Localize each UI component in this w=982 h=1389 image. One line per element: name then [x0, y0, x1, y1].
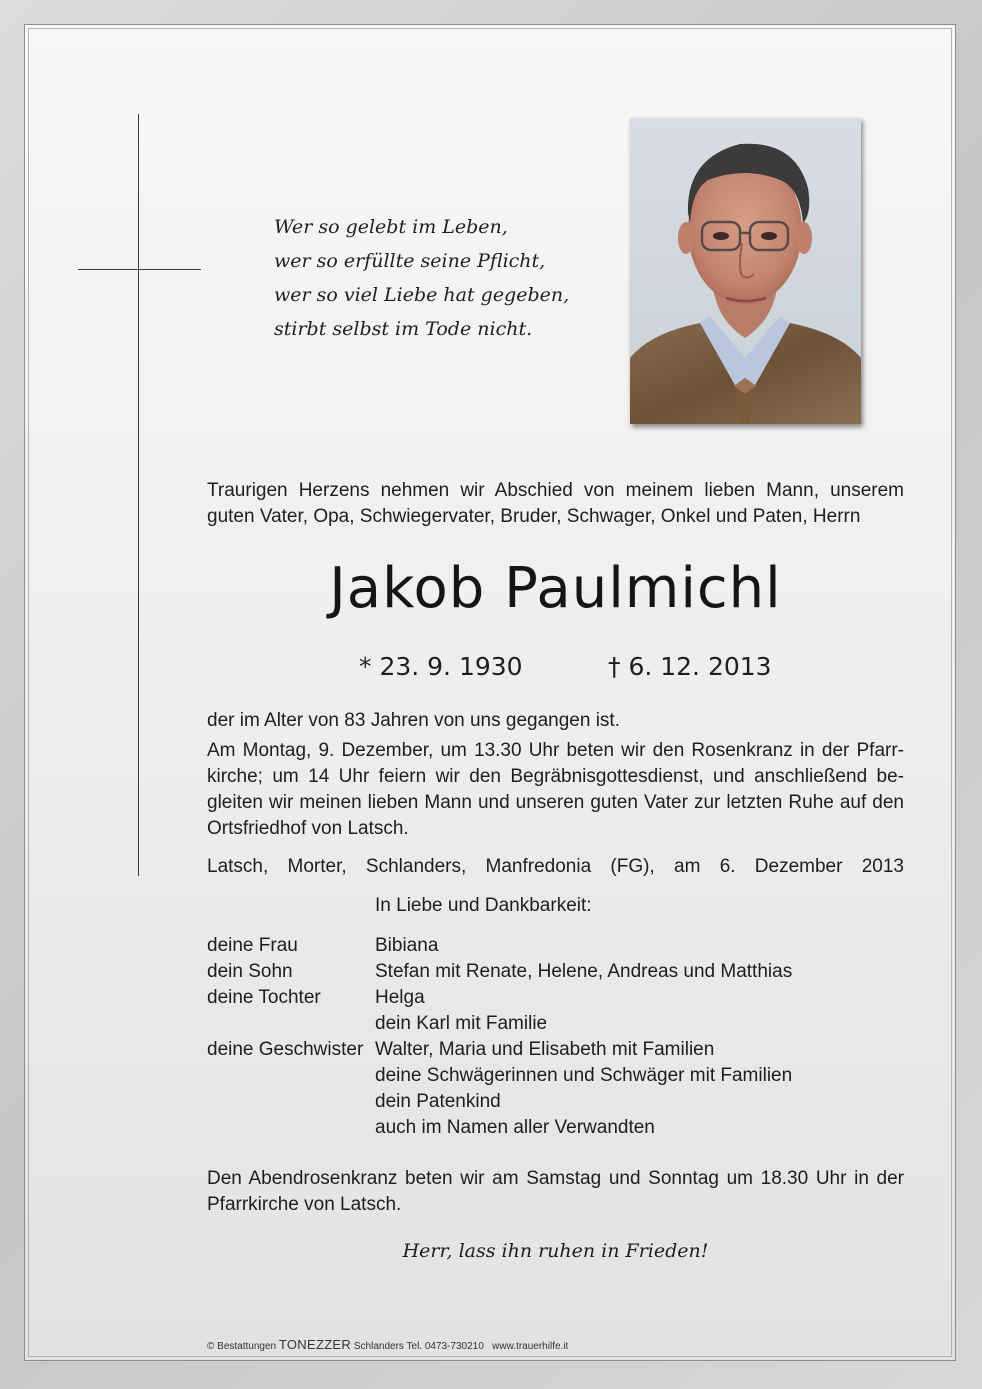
family-role: [207, 1089, 375, 1115]
family-row: [207, 1115, 904, 1141]
poem-line: wer so erfüllte seine Pflicht,: [274, 250, 546, 272]
family-role: [207, 1115, 375, 1141]
family-names: Bibiana: [375, 935, 439, 956]
footer-brand: TONEZZER: [278, 1337, 352, 1352]
family-row: [207, 1011, 904, 1037]
place-date-line: Latsch, Morter, Schlanders, Manfredonia (FG), am 6. Dezember 2013: [207, 856, 904, 877]
family-list: [207, 933, 904, 1141]
poem-line: Wer so gelebt im Leben,: [274, 216, 508, 238]
footer-phone: Tel. 0473-730210: [406, 1341, 484, 1352]
ceremony-line: kirche; um 14 Uhr feiern wir den Begräbnisgottesdienst, und anschließend be-: [207, 766, 904, 787]
family-role: deine Geschwister: [207, 1039, 364, 1060]
family-row: [207, 933, 904, 959]
poem-line: wer so viel Liebe hat gegeben,: [274, 284, 570, 306]
intro-paragraph: [207, 478, 904, 530]
cross-horizontal-bar: [78, 269, 201, 270]
footer-location: Schlanders: [353, 1341, 404, 1352]
family-row: [207, 1089, 904, 1115]
family-role: deine Tochter: [207, 987, 321, 1008]
family-names: deine Schwägerinnen und Schwäger mit Familien: [375, 1065, 793, 1086]
family-row: [207, 1037, 904, 1063]
thanks-line: In Liebe und Dankbarkeit:: [375, 895, 592, 916]
footer-website-link[interactable]: www.trauerhilfe.it: [492, 1341, 569, 1352]
ceremony-paragraph: [207, 738, 904, 842]
family-names: Helga: [375, 987, 425, 1008]
undertaker-footer: [207, 1337, 568, 1352]
age-line: der im Alter von 83 Jahren von uns gegangen ist.: [207, 710, 620, 731]
family-names: Walter, Maria und Elisabeth mit Familien: [375, 1039, 715, 1060]
footer-prefix: © Bestattungen: [207, 1341, 277, 1352]
rosary-paragraph: [207, 1166, 904, 1218]
family-role: [207, 1063, 375, 1089]
family-role: deine Frau: [207, 935, 298, 956]
family-names: Stefan mit Renate, Helene, Andreas und Matthias: [375, 961, 793, 982]
family-row: [207, 959, 904, 985]
birth-date: * 23. 9. 1930: [359, 652, 523, 681]
memorial-poem: [274, 210, 604, 346]
intro-line: guten Vater, Opa, Schwiegervater, Bruder, Schwager, Onkel und Paten, Herrn: [207, 506, 861, 527]
ceremony-line: Ortsfriedhof von Latsch.: [207, 818, 409, 839]
family-names: dein Karl mit Familie: [375, 1013, 548, 1034]
family-row: [207, 985, 904, 1011]
poem-line: stirbt selbst im Tode nicht.: [274, 318, 533, 340]
portrait-photo: [630, 118, 861, 424]
death-date: † 6. 12. 2013: [608, 652, 772, 681]
cross-vertical-bar: [138, 114, 139, 876]
ceremony-line: gleiten wir meinen lieben Mann und unseren guten Vater zur letzten Ruhe auf den: [207, 792, 904, 813]
family-role: dein Sohn: [207, 961, 293, 982]
family-row: [207, 1063, 904, 1089]
rosary-line: Den Abendrosenkranz beten wir am Samstag und Sonntag um 18.30 Uhr in der: [207, 1168, 904, 1189]
family-names: auch im Namen aller Verwandten: [375, 1117, 655, 1138]
ceremony-line: Am Montag, 9. Dezember, um 13.30 Uhr beten wir den Rosenkranz in der Pfarr-: [207, 740, 904, 761]
family-role: [207, 1011, 375, 1037]
closing-prayer: Herr, lass ihn ruhen in Frieden!: [402, 1240, 709, 1262]
deceased-name: Jakob Paulmichl: [329, 556, 782, 621]
family-names: dein Patenkind: [375, 1091, 501, 1112]
rosary-line: Pfarrkirche von Latsch.: [207, 1194, 402, 1215]
intro-line: Traurigen Herzens nehmen wir Abschied von meinem lieben Mann, unserem: [207, 480, 904, 501]
